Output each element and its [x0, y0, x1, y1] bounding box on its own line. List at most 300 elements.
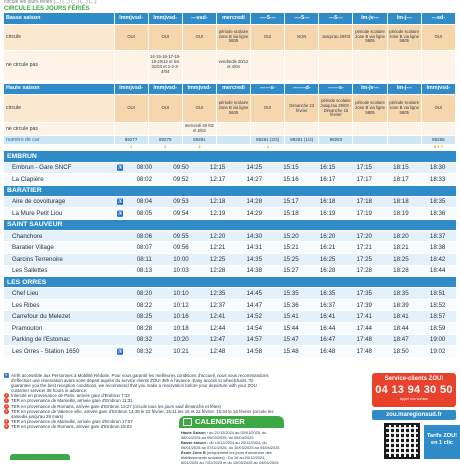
time-cell: 17:25	[346, 254, 383, 266]
stop-row	[4, 174, 456, 186]
time-cell: 18:37	[419, 230, 456, 242]
time-cell: 12:48	[199, 346, 236, 358]
time-cell: 17:18	[346, 196, 383, 208]
time-cell: 15:21	[273, 242, 310, 254]
wheelchair-icon: ♿	[4, 373, 9, 377]
time-cell: 15:15	[273, 162, 310, 174]
circule-cell: OUI	[114, 24, 148, 50]
time-cell: 16:15	[309, 162, 346, 174]
time-cell: 14:31	[236, 242, 273, 254]
footnote-text: Intercité en provenance de Paris, arrivée gare d'Embrun 7:33	[11, 393, 130, 399]
time-cell: 17:44	[346, 323, 383, 335]
day-cell: lmmjvsd-	[148, 84, 182, 95]
stop-row	[4, 346, 456, 358]
pmr-note: ♿ Arrêt accessible aux Personnes à Mobilité Réduite. Pour vous garantir les meilleures conditions d'accueil, nous vous recommandons d'effectuer une réservation avant votre départ auprès du service clients ZOU! 38h à l'avance. Easy access to wheelchairs. To guarantee you the best reception conditions, we recommend that you make a reservation before your departure with your ZOU customer service! 38 hours in advance.	[4, 373, 269, 394]
time-cell: 12:21	[199, 242, 236, 254]
circule-cell: période scolaire zone B via ligne 5605	[353, 95, 387, 123]
footnote-text: TER en provenance de Marseille, arrivée gare d'Embrun 11:31	[11, 398, 133, 404]
time-cell: 10:16	[163, 311, 200, 323]
haute-ne-circule-row	[4, 123, 456, 136]
wheelchair-icon: ♿	[117, 165, 124, 172]
time-cell: 17:48	[346, 346, 383, 358]
time-cell: 16:17	[309, 174, 346, 186]
time-cell: 16:20	[309, 230, 346, 242]
time-cell: 14:27	[236, 174, 273, 186]
day-cell: lmmjvsd-	[182, 84, 216, 95]
time-cell: 14:25	[236, 162, 273, 174]
circule-cell: période scolaire zone B via ligne 5605	[387, 95, 421, 123]
time-cell: 08:02	[126, 174, 163, 186]
day-cell: lmmjvsd-	[421, 84, 455, 95]
car-number-cell: 89277	[114, 136, 148, 145]
time-cell: 18:44	[419, 265, 456, 277]
ne-circule-cell	[387, 50, 421, 80]
time-cell: 17:17	[346, 174, 383, 186]
top-cut-text: circule les jours fériés (...) (...) (...) (...) (...)	[4, 0, 97, 5]
day-cell: ------s-	[319, 84, 353, 95]
connection-note-ref	[387, 145, 421, 151]
time-cell: 18:38	[419, 242, 456, 254]
time-cell: 08:05	[126, 208, 163, 220]
footnote-text: TER en provenance de Romans, arrivée gare d'Embrun 13:27 (circule tous les jours sauf dimanche et fêtes)	[11, 403, 221, 409]
time-cell: 18:59	[419, 323, 456, 335]
time-cell: 12:25	[199, 254, 236, 266]
time-cell: 16:18	[309, 196, 346, 208]
time-cell: 17:48	[346, 334, 383, 346]
day-cell: lmmjvsd-	[148, 13, 182, 24]
day-cell: lm-j---	[387, 84, 421, 95]
day-cell: -------d-	[285, 84, 319, 95]
time-cell: 14:52	[236, 311, 273, 323]
time-cell: 18:20	[383, 230, 420, 242]
circule-cell: OUI	[251, 24, 285, 50]
time-cell: 15:18	[273, 208, 310, 220]
time-cell: 08:13	[126, 265, 163, 277]
ne-circule-label: ne circule pas	[4, 50, 114, 80]
stop-row	[4, 334, 456, 346]
day-cell: ---sd-	[421, 13, 455, 24]
calendar-line-label: Basse saison :	[181, 440, 209, 445]
time-cell: 18:35	[419, 196, 456, 208]
section-title: BARATIER	[4, 185, 456, 196]
haute-saison-header	[4, 84, 456, 95]
time-cell: 14:38	[236, 265, 273, 277]
ne-circule-cell	[387, 123, 421, 136]
footnote-text: TER en provenance de Marseille, arrivée gare d'Embrun 17:57	[11, 418, 133, 424]
time-cell: 18:51	[419, 288, 456, 300]
time-cell: 16:44	[309, 323, 346, 335]
holiday-note: CIRCULE LES JOURS FÉRIÉS	[4, 6, 90, 12]
time-cell: 09:55	[163, 230, 200, 242]
connection-note-ref	[216, 145, 250, 151]
time-cell: 08:25	[126, 311, 163, 323]
day-cell: mercredi	[216, 84, 250, 95]
time-cell: 16:19	[309, 208, 346, 220]
time-cell: 17:15	[346, 162, 383, 174]
day-cell: ----5---	[251, 13, 285, 24]
circule-cell: OUI	[251, 95, 285, 123]
circule-label: circule	[4, 24, 114, 50]
basse-saison-header	[4, 13, 456, 24]
service-title: Service-clients ZOU!	[384, 376, 444, 382]
time-cell: 08:20	[126, 288, 163, 300]
calendar-line-text: du 14/12/2024 au 20/12/2024, du 06/01/2025 au 07/02/2025, du 10/03/2025 au 04/04/2025	[181, 440, 280, 450]
time-cell: 16:25	[309, 254, 346, 266]
stop-row	[4, 299, 456, 311]
day-cell: lm-jv---	[353, 13, 387, 24]
time-cell: 18:35	[383, 288, 420, 300]
time-cell: 12:20	[199, 230, 236, 242]
time-cell: 18:47	[383, 334, 420, 346]
stop-row	[4, 208, 456, 220]
time-cell: 18:41	[383, 311, 420, 323]
circule-cell: OUI	[421, 24, 455, 50]
service-subtitle: Appel non surtaxé	[399, 397, 429, 401]
time-cell: 14:29	[236, 208, 273, 220]
time-cell: 10:10	[163, 288, 200, 300]
time-cell: 08:32	[126, 334, 163, 346]
calendar-icon	[183, 418, 192, 426]
time-cell: 16:35	[309, 288, 346, 300]
time-cell: 16:37	[309, 299, 346, 311]
stop-name: Carrefour du Melezet	[4, 311, 114, 323]
ne-circule-label: ne circule pas	[4, 123, 114, 136]
footnote-number: 6	[5, 423, 8, 428]
time-cell: 17:41	[346, 311, 383, 323]
connection-note-ref: 5 6 7	[421, 145, 455, 151]
footnote-text: TER en provenance de Valence ville, arrivée gare d'Embrun 14:38 le 23 février, 15:11 les 15 et 22 février, 15:34 le 16 février (circule les samedis jusqu'au 29 mars)	[11, 408, 274, 419]
haute-saison-table	[4, 84, 456, 152]
stop-name: Baratier Village	[4, 242, 114, 254]
wheelchair-icon: ♿	[117, 211, 124, 218]
stop-name: Les Orres - Station 1650	[4, 346, 114, 358]
time-cell: 19:00	[419, 334, 456, 346]
circule-cell: Jusqu'au 28/03	[319, 24, 353, 50]
stop-name: Les Sallettes	[4, 265, 114, 277]
day-cell: lmmjvsd-	[114, 13, 148, 24]
footnote-text: TER en provenance de Romans, arrivée gare d'Embrun 18:03	[11, 423, 132, 429]
circule-cell: OUI	[182, 24, 216, 50]
service-phone[interactable]: 04 13 94 30 50	[375, 384, 453, 396]
timetable	[4, 151, 456, 358]
ne-circule-cell: mercredi 26 /02 et 5/03	[182, 123, 216, 136]
time-cell: 15:16	[273, 174, 310, 186]
circule-cell: OUI	[148, 95, 182, 123]
time-cell: 08:32	[126, 346, 163, 358]
time-cell: 18:17	[383, 174, 420, 186]
time-cell: 08:22	[126, 299, 163, 311]
time-cell: 09:56	[163, 242, 200, 254]
time-cell: 08:11	[126, 254, 163, 266]
connection-note-ref: 2	[148, 145, 182, 151]
day-cell: lm-j---	[387, 13, 421, 24]
car-number-cell: 89281 (2/3)	[251, 136, 285, 145]
circule-cell: OUI	[148, 24, 182, 50]
time-cell: 17:39	[346, 299, 383, 311]
calendar-line-text: du 21/12/2024 au 05/01/2025, du 08/02/2025 au 09/03/2025, du 05/04/2025	[181, 430, 267, 440]
calendar-body	[179, 428, 284, 465]
time-cell: 18:57	[419, 311, 456, 323]
stop-row	[4, 230, 456, 242]
time-cell: 17:20	[346, 230, 383, 242]
ne-circule-cell: 14-15-16-17-18-19-20/12 et les 31/03 et 1-2-3-4/04	[148, 50, 182, 80]
haute-circule-row	[4, 95, 456, 123]
basse-saison-title: Basse saison	[4, 13, 114, 24]
stop-name: La Clapière	[4, 174, 114, 186]
car-number-cell	[216, 136, 250, 145]
bottom-green-tab	[10, 454, 70, 460]
stop-name: Pramouton	[4, 323, 114, 335]
section-header	[4, 151, 456, 162]
time-cell: 12:35	[199, 288, 236, 300]
time-cell: 08:07	[126, 242, 163, 254]
ne-circule-cell	[353, 50, 387, 80]
ne-circule-cell	[251, 50, 285, 80]
time-cell: 18:15	[383, 162, 420, 174]
qr-code-icon[interactable]	[384, 423, 420, 459]
time-cell: 12:17	[199, 174, 236, 186]
stop-row	[4, 311, 456, 323]
calendar-line-label: École Zone B	[181, 450, 206, 455]
day-cell: ---vsd-	[182, 13, 216, 24]
time-cell: 19:02	[419, 346, 456, 358]
circule-cell: OUI	[182, 95, 216, 123]
stop-name: Embrun - Gare SNCF	[4, 162, 114, 174]
time-cell: 12:18	[199, 196, 236, 208]
tarifs-link[interactable]: Tarifs ZOU! en 1 clic	[424, 425, 460, 459]
time-cell: 17:28	[346, 265, 383, 277]
connection-note-ref: 4	[251, 145, 285, 151]
time-cell: 09:50	[163, 162, 200, 174]
stop-name: Garcins Terrenoire	[4, 254, 114, 266]
car-number-cell: 89279	[148, 136, 182, 145]
section-header	[4, 219, 456, 230]
car-number-cell: 89285	[421, 136, 455, 145]
time-cell: 08:06	[126, 230, 163, 242]
time-cell: 16:48	[309, 346, 346, 358]
time-cell: 10:18	[163, 323, 200, 335]
time-cell: 15:27	[273, 265, 310, 277]
section-title: EMBRUN	[4, 151, 456, 162]
time-cell: 10:00	[163, 254, 200, 266]
time-cell: 15:20	[273, 230, 310, 242]
haute-saison-title: Haute saison	[4, 84, 114, 95]
calendar-line-text: (uniquement les jours d'ouverture des établissements scolaires) : Du 16 au 20/12/2024, 6/01/2025 au 7/02/2025 et du 10/03/2025 au 04/04/2025	[181, 450, 279, 465]
time-cell: 18:18	[383, 196, 420, 208]
time-cell: 14:47	[236, 299, 273, 311]
stop-name: Chef Lieu	[4, 288, 114, 300]
section-title: SAINT SAUVEUR	[4, 219, 456, 230]
day-cell: lm-jv---	[353, 84, 387, 95]
time-cell: 08:00	[126, 162, 163, 174]
circule-label: circule	[4, 95, 114, 123]
calendar-box	[179, 416, 284, 465]
time-cell: 15:35	[273, 288, 310, 300]
time-cell: 15:17	[273, 196, 310, 208]
website-link[interactable]: zou.maregionsud.fr	[372, 410, 456, 420]
connection-note-ref	[353, 145, 387, 151]
time-cell: 14:58	[236, 346, 273, 358]
time-cell: 15:48	[273, 346, 310, 358]
connection-note-ref	[319, 145, 353, 151]
time-cell: 18:39	[383, 299, 420, 311]
basse-circule-row	[4, 24, 456, 50]
time-cell: 10:20	[163, 334, 200, 346]
car-number-cell: 89281 (1/2)	[285, 136, 319, 145]
time-cell: 08:04	[126, 196, 163, 208]
stop-name: La Mure Petit Liou	[4, 208, 114, 220]
time-cell: 14:35	[236, 254, 273, 266]
section-header	[4, 277, 456, 288]
connection-note-ref: 1	[114, 145, 148, 151]
time-cell: 18:50	[383, 346, 420, 358]
footnote-number: 4	[5, 408, 8, 413]
ne-circule-cell	[148, 123, 182, 136]
connection-note-ref	[285, 145, 319, 151]
time-cell: 08:28	[126, 323, 163, 335]
time-cell: 12:41	[199, 311, 236, 323]
stop-row	[4, 254, 456, 266]
time-cell: 17:35	[346, 288, 383, 300]
time-cell: 15:36	[273, 299, 310, 311]
calendar-line	[181, 440, 282, 450]
time-cell: 14:30	[236, 230, 273, 242]
calendar-line-label: Haute Saison :	[181, 430, 209, 435]
time-cell: 14:28	[236, 196, 273, 208]
time-cell: 18:25	[383, 254, 420, 266]
time-cell: 18:44	[383, 323, 420, 335]
stop-row	[4, 196, 456, 208]
circule-cell: période scolaire zone B via ligne 5605	[216, 95, 250, 123]
ne-circule-cell	[285, 50, 319, 80]
time-cell: 12:28	[199, 265, 236, 277]
calendar-line	[181, 450, 282, 465]
stop-name: Parking de l'Estomac	[4, 334, 114, 346]
car-number-cell	[353, 136, 387, 145]
time-cell: 10:03	[163, 265, 200, 277]
section-title: LES ORRES	[4, 277, 456, 288]
time-cell: 15:41	[273, 311, 310, 323]
basse-saison-table	[4, 13, 456, 81]
stop-row	[4, 265, 456, 277]
stop-name: Chanchore	[4, 230, 114, 242]
time-cell: 09:53	[163, 196, 200, 208]
basse-ne-circule-row	[4, 50, 456, 80]
footnote-number: 2	[5, 398, 8, 403]
car-number-label: numéro de car	[4, 136, 114, 145]
time-cell: 18:28	[383, 265, 420, 277]
time-cell: 17:21	[346, 242, 383, 254]
footnote-number: 3	[5, 403, 8, 408]
ne-circule-cell	[421, 50, 455, 80]
day-cell: ----5---	[285, 13, 319, 24]
ne-circule-cell	[182, 50, 216, 80]
ne-circule-cell	[353, 123, 387, 136]
stop-row	[4, 162, 456, 174]
section-header	[4, 185, 456, 196]
time-cell: 16:47	[309, 334, 346, 346]
ne-circule-cell	[285, 123, 319, 136]
time-cell: 15:44	[273, 323, 310, 335]
stop-name: Les Ribes	[4, 299, 114, 311]
circule-cell: OUI	[114, 95, 148, 123]
connection-icons-row	[4, 145, 456, 151]
circule-cell: période scolaire zone B via ligne 5605	[387, 24, 421, 50]
ne-circule-cell	[319, 50, 353, 80]
day-cell: lmmjvsd-	[114, 84, 148, 95]
time-cell: 18:19	[383, 208, 420, 220]
ne-circule-cell	[216, 123, 250, 136]
time-cell: 18:36	[419, 208, 456, 220]
time-cell: 12:19	[199, 208, 236, 220]
wheelchair-icon: ♿	[117, 199, 124, 206]
day-cell: ---5---	[319, 13, 353, 24]
car-number-cell	[387, 136, 421, 145]
car-number-cell: 89281	[182, 136, 216, 145]
service-clients-box[interactable]	[372, 373, 456, 407]
time-cell: 16:28	[309, 265, 346, 277]
time-cell: 18:33	[419, 174, 456, 186]
stop-row	[4, 242, 456, 254]
time-cell: 12:47	[199, 334, 236, 346]
time-cell: 10:12	[163, 299, 200, 311]
footer	[4, 373, 458, 465]
ne-circule-cell	[319, 123, 353, 136]
time-cell: 18:21	[383, 242, 420, 254]
time-cell: 16:41	[309, 311, 346, 323]
day-cell: ------s-	[251, 84, 285, 95]
time-cell: 18:52	[419, 299, 456, 311]
ne-circule-cell	[114, 50, 148, 80]
circule-cell: OUI	[421, 95, 455, 123]
calendar-line	[181, 430, 282, 440]
calendar-title: CALENDRIER	[179, 416, 284, 428]
time-cell: 14:57	[236, 334, 273, 346]
day-cell: mercredi	[216, 13, 250, 24]
timetable-page	[4, 0, 458, 465]
circule-cell: Dimanche 23 février	[285, 95, 319, 123]
circule-cell: période scolaire zone B via ligne 5605	[216, 24, 250, 50]
ne-circule-cell: vendredis 20/12 et 4/04	[216, 50, 250, 80]
time-cell: 09:54	[163, 208, 200, 220]
footnote-number: 5	[5, 418, 8, 423]
time-cell: 18:30	[419, 162, 456, 174]
stop-row	[4, 323, 456, 335]
time-cell: 12:44	[199, 323, 236, 335]
time-cell: 10:21	[163, 346, 200, 358]
stop-row	[4, 288, 456, 300]
car-number-cell: 89283	[319, 136, 353, 145]
time-cell: 14:54	[236, 323, 273, 335]
car-number-row	[4, 136, 456, 145]
time-cell: 16:21	[309, 242, 346, 254]
time-cell: 12:15	[199, 162, 236, 174]
time-cell: 17:19	[346, 208, 383, 220]
stop-name: Aire de covoiturage	[4, 196, 114, 208]
connection-note-ref: 3	[182, 145, 216, 151]
wheelchair-icon: ♿	[117, 349, 124, 356]
circule-cell: NON	[285, 24, 319, 50]
ne-circule-cell	[421, 123, 455, 136]
time-cell: 15:25	[273, 254, 310, 266]
footnote-number: 1	[5, 393, 8, 398]
time-cell: 15:47	[273, 334, 310, 346]
circule-cell: période scolaire Jusqu'au 29/03 - Dimanche 16 février	[319, 95, 353, 123]
ne-circule-cell	[251, 123, 285, 136]
time-cell: 12:37	[199, 299, 236, 311]
ne-circule-cell	[114, 123, 148, 136]
time-cell: 18:42	[419, 254, 456, 266]
